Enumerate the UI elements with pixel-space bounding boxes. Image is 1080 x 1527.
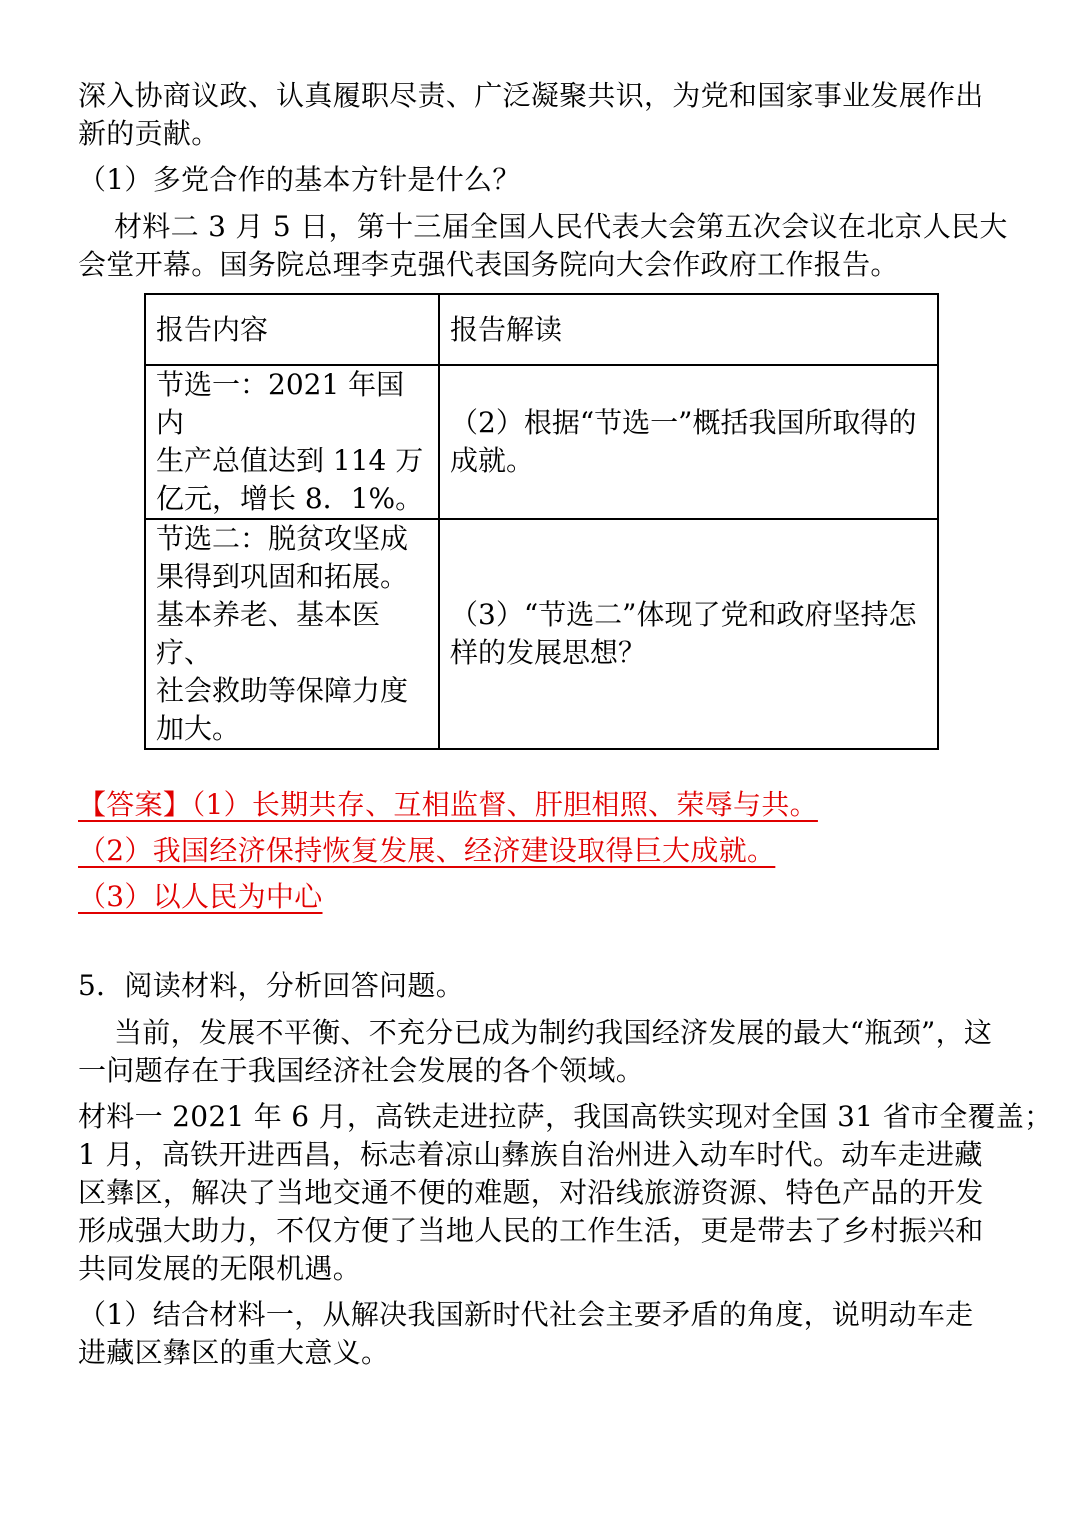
cell-line: 加大。	[156, 712, 241, 745]
material-2-line: 材料二 3 月 5 日，第十三届全国人民代表大会第五次会议在北京人民大	[114, 210, 1008, 243]
answer-line-2: （2）我国经济保持恢复发展、经济建设取得巨大成就。	[78, 834, 776, 867]
material-1-line: 1 月，高铁开进西昌，标志着凉山彝族自治州进入动车时代。动车走进藏	[78, 1138, 983, 1171]
question-5-title: 5．阅读材料，分析回答问题。	[78, 969, 465, 1002]
cell-line: （2）根据“节选一”概括我国所取得的	[450, 406, 917, 439]
material-1-line: 区彝区，解决了当地交通不便的难题，对沿线旅游资源、特色产品的开发	[78, 1176, 984, 1209]
cell-line: 样的发展思想？	[450, 636, 647, 669]
table-row	[145, 365, 938, 519]
cell-line: 亿元，增长 8．1%。	[156, 482, 424, 515]
question-5-intro-line: 当前，发展不平衡、不充分已成为制约我国经济发展的最大“瓶颈”，这	[114, 1016, 993, 1049]
cell-line: （3）“节选二”体现了党和政府坚持怎	[450, 598, 917, 631]
question-5-intro-line: 一问题存在于我国经济社会发展的各个领域。	[78, 1054, 645, 1087]
material-1-line: 材料一 2021 年 6 月，高铁走进拉萨，我国高铁实现对全国 31 省市全覆盖；	[78, 1100, 1053, 1133]
cell-line: 节选二：脱贫攻坚成	[156, 522, 409, 555]
table-row	[145, 519, 938, 749]
sub-question-1-line: （1）结合材料一，从解决我国新时代社会主要矛盾的角度，说明动车走	[78, 1298, 974, 1331]
table-header-content: 报告内容	[145, 294, 439, 365]
material-1-line: 共同发展的无限机遇。	[78, 1252, 362, 1285]
cell-line: 生产总值达到 114 万	[156, 444, 424, 477]
sub-question-1-line: 进藏区彝区的重大意义。	[78, 1336, 390, 1369]
cell-line: 社会救助等保障力度	[156, 674, 409, 707]
report-table	[144, 293, 939, 750]
material-2-line: 会堂开幕。国务院总理李克强代表国务院向大会作政府工作报告。	[78, 248, 899, 281]
answer-line-1: 【答案】（1）长期共存、互相监督、肝胆相照、荣辱与共。	[78, 788, 818, 821]
table-header-row	[145, 294, 938, 365]
paragraph-line: 新的贡献。	[78, 117, 220, 150]
paragraph-line: 深入协商议政、认真履职尽责、广泛凝聚共识，为党和国家事业发展作出	[78, 79, 984, 112]
cell-line: 节选一：2021 年国内	[156, 368, 405, 439]
table-header-reading: 报告解读	[439, 294, 938, 365]
answer-line-3: （3）以人民为中心	[78, 880, 323, 913]
cell-line: 基本养老、基本医疗、	[156, 598, 381, 669]
cell-line: 成就。	[450, 444, 535, 477]
cell-line: 果得到巩固和拓展。	[156, 560, 409, 593]
table-cell-reading	[439, 365, 938, 519]
table-cell-reading	[439, 519, 938, 749]
table-cell-content	[145, 519, 439, 749]
table-cell-content	[145, 365, 439, 519]
question-1: （1）多党合作的基本方针是什么？	[78, 163, 521, 196]
material-1-line: 形成强大助力，不仅方便了当地人民的工作生活，更是带去了乡村振兴和	[78, 1214, 984, 1247]
